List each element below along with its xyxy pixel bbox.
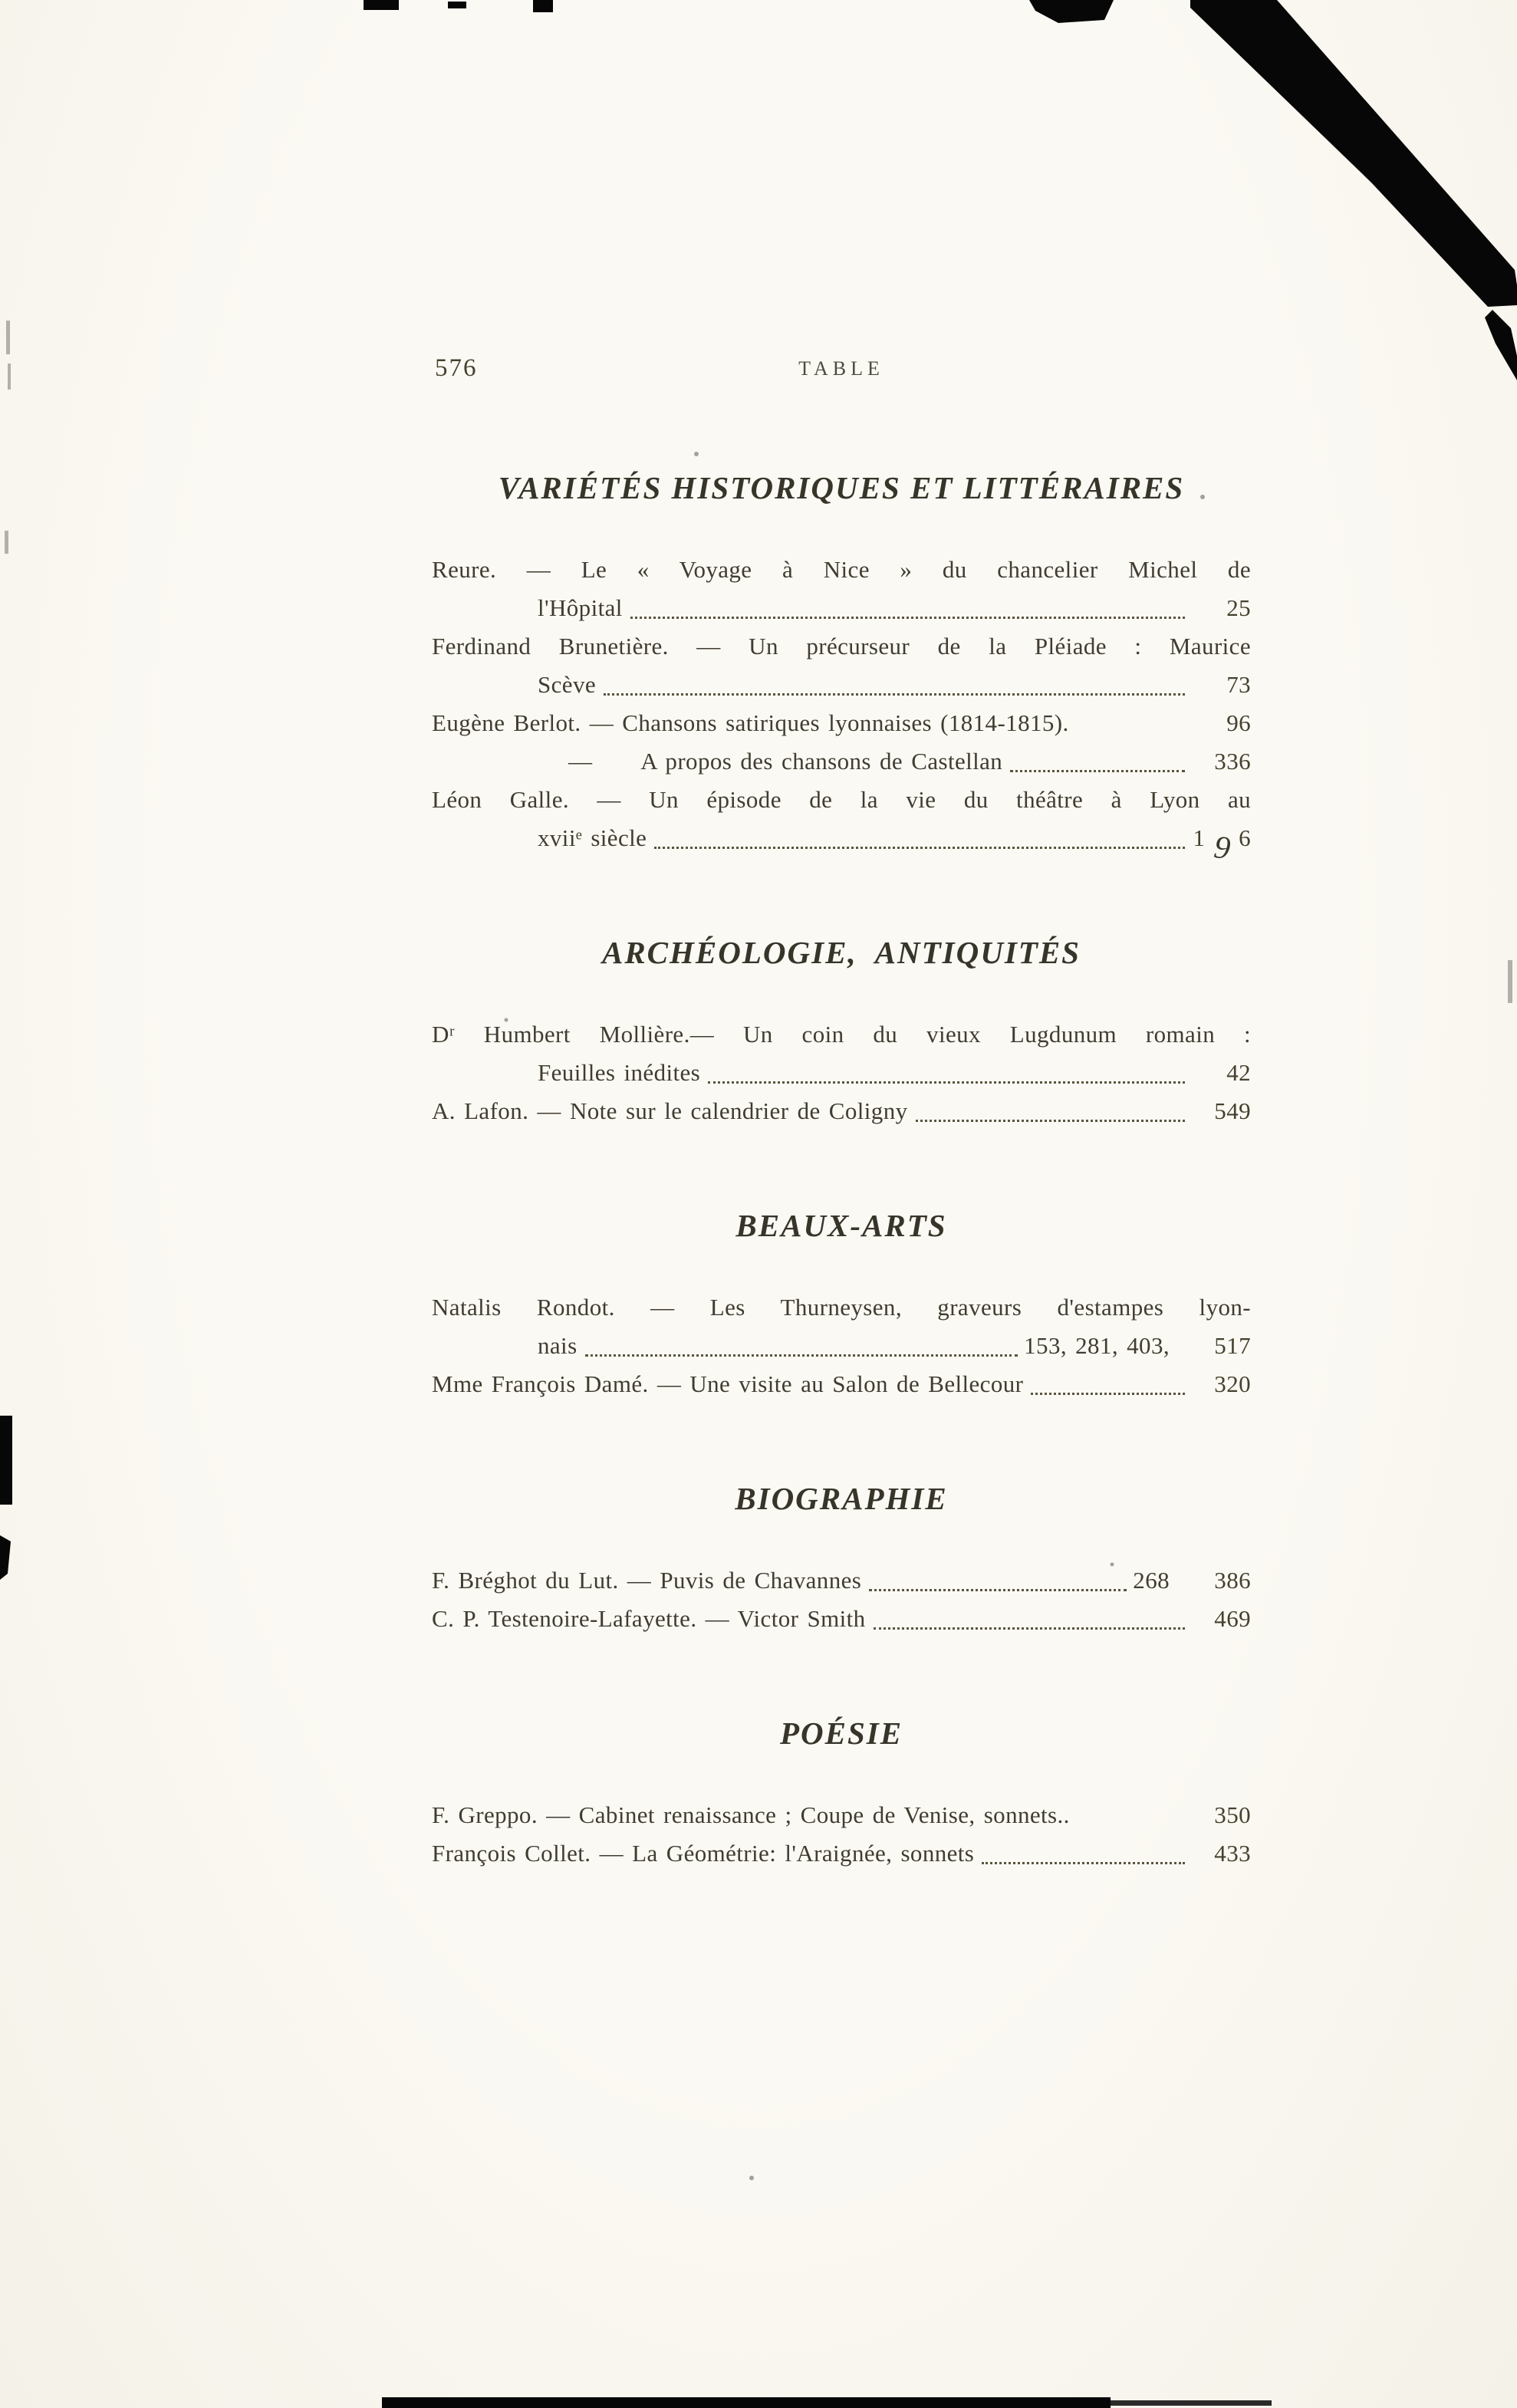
ink-speck (749, 2176, 754, 2180)
toc-entry-text: Reure. — Le « Voyage à Nice » du chancelier Michel de (432, 556, 1251, 583)
page-ref: 469 (1214, 1605, 1251, 1632)
toc-entry-text: — A propos des chansons de Castellan (568, 748, 1003, 775)
page-ref-old: 268 (1133, 1567, 1170, 1594)
toc-line (432, 1327, 1251, 1365)
running-title: TABLE (798, 357, 884, 380)
left-edge-blob (0, 1535, 11, 1580)
section-title: POÉSIE (779, 1716, 903, 1751)
page-ref-printed-left: 1 (1193, 824, 1206, 851)
page-ref: 350 (1214, 1801, 1251, 1828)
top-edge-mark (364, 0, 399, 10)
ink-streak-top-right (1190, 0, 1517, 307)
toc-entry-text: Dʳ Humbert Mollière.— Un coin du vieux Lugdunum romain : (432, 1021, 1251, 1048)
right-margin-mark (1508, 960, 1512, 1003)
page-ref: 73 (1226, 671, 1251, 698)
page-ref: 25 (1226, 594, 1251, 621)
toc-line (432, 551, 1251, 589)
dot-leader (585, 1354, 1018, 1357)
page-ref: 549 (1214, 1097, 1251, 1124)
table-of-contents (432, 354, 1251, 1873)
toc-entry-text: Scève (538, 671, 597, 698)
dot-leader (869, 1589, 1127, 1591)
bottom-edge-bar (382, 2397, 1111, 2408)
toc-entry-text: A. Lafon. — Note sur le calendrier de Coligny (432, 1097, 908, 1124)
dot-leader (916, 1120, 1186, 1122)
toc-line (432, 1600, 1251, 1638)
section-title: BIOGRAPHIE (735, 1481, 948, 1516)
toc-entry-text: François Collet. — La Géométrie: l'Araignée, sonnets (432, 1840, 975, 1867)
toc-entry-text: Léon Galle. — Un épisode de la vie du théâtre à Lyon au (432, 786, 1251, 813)
toc-line (432, 742, 1251, 781)
section-title: ARCHÉOLOGIE, ANTIQUITÉS (601, 935, 1081, 970)
toc-line (432, 1834, 1251, 1873)
page-ref: 96 (1226, 709, 1251, 736)
toc-entry-text: Feuilles inédites (538, 1059, 701, 1086)
dot-leader (1031, 1393, 1185, 1395)
top-edge-blob (1029, 0, 1114, 23)
dot-leader (982, 1862, 1185, 1864)
toc-entry-text: Eugène Berlot. — Chansons satiriques lyonnaises (1814-1815). (432, 709, 1069, 736)
toc-line (432, 781, 1251, 819)
section-title: BEAUX-ARTS (735, 1208, 947, 1243)
left-margin-mark (8, 364, 11, 390)
dot-leader (604, 693, 1185, 696)
toc-line (432, 1561, 1251, 1600)
section-archeologie (432, 931, 1251, 1130)
toc-line (432, 704, 1251, 742)
toc-line (432, 1092, 1251, 1130)
page-header (432, 354, 1251, 393)
dot-leader (1010, 770, 1185, 772)
dot-leader (874, 1627, 1185, 1630)
toc-line (432, 1365, 1251, 1403)
toc-entry-text: F. Bréghot du Lut. — Puvis de Chavannes (432, 1567, 862, 1594)
section-title: VARIÉTÉS HISTORIQUES ET LITTÉRAIRES (498, 470, 1185, 505)
dot-leader (708, 1081, 1185, 1084)
toc-line (432, 1054, 1251, 1092)
toc-line (432, 1288, 1251, 1327)
page-ref-printed-right: 6 (1239, 824, 1251, 851)
section-biographie (432, 1477, 1251, 1638)
handwritten-correction: 9 (1211, 829, 1232, 867)
toc-line (432, 1015, 1251, 1054)
toc-line (432, 1796, 1251, 1834)
toc-line (432, 819, 1251, 867)
toc-entry-text: l'Hôpital (538, 594, 623, 621)
toc-entry-text: xviiᵉ siècle (538, 824, 647, 851)
toc-entry-text: F. Greppo. — Cabinet renaissance ; Coupe de Venise, sonnets.. (432, 1801, 1070, 1828)
page-ref: 433 (1214, 1840, 1251, 1867)
toc-entry-text: Ferdinand Brunetière. — Un précurseur de la Pléiade : Maurice (432, 633, 1251, 660)
section-beaux-arts (432, 1204, 1251, 1403)
left-margin-mark (5, 531, 8, 554)
toc-line (432, 627, 1251, 666)
top-edge-mark (448, 2, 466, 8)
left-edge-blob (0, 1416, 12, 1505)
toc-entry-text: C. P. Testenoire-Lafayette. — Victor Smith (432, 1605, 866, 1632)
toc-line (432, 589, 1251, 627)
section-varietes (432, 466, 1251, 867)
left-margin-mark (6, 321, 10, 354)
dot-leader (630, 617, 1185, 619)
dot-leader (654, 847, 1185, 849)
page-ref: 42 (1226, 1059, 1251, 1086)
toc-entry-text: nais (538, 1332, 578, 1359)
page-number: 576 (435, 354, 478, 382)
toc-entry-text: Natalis Rondot. — Les Thurneysen, graveurs d'estampes lyon- (432, 1294, 1251, 1321)
page-ref: 336 (1214, 748, 1251, 775)
section-poesie (432, 1712, 1251, 1873)
toc-entry-text: Mme François Damé. — Une visite au Salon de Bellecour (432, 1370, 1024, 1397)
page-ref-list: 153, 281, 403, (1024, 1332, 1170, 1359)
page-ref: 320 (1214, 1370, 1251, 1397)
page-ref: 517 (1214, 1332, 1251, 1359)
top-edge-mark (533, 0, 553, 12)
toc-line (432, 666, 1251, 704)
bottom-edge-bar-light (1111, 2400, 1272, 2406)
page-ref (1191, 819, 1251, 867)
page-ref: 386 (1214, 1567, 1251, 1594)
ink-streak-top-right-tail (1485, 310, 1517, 380)
